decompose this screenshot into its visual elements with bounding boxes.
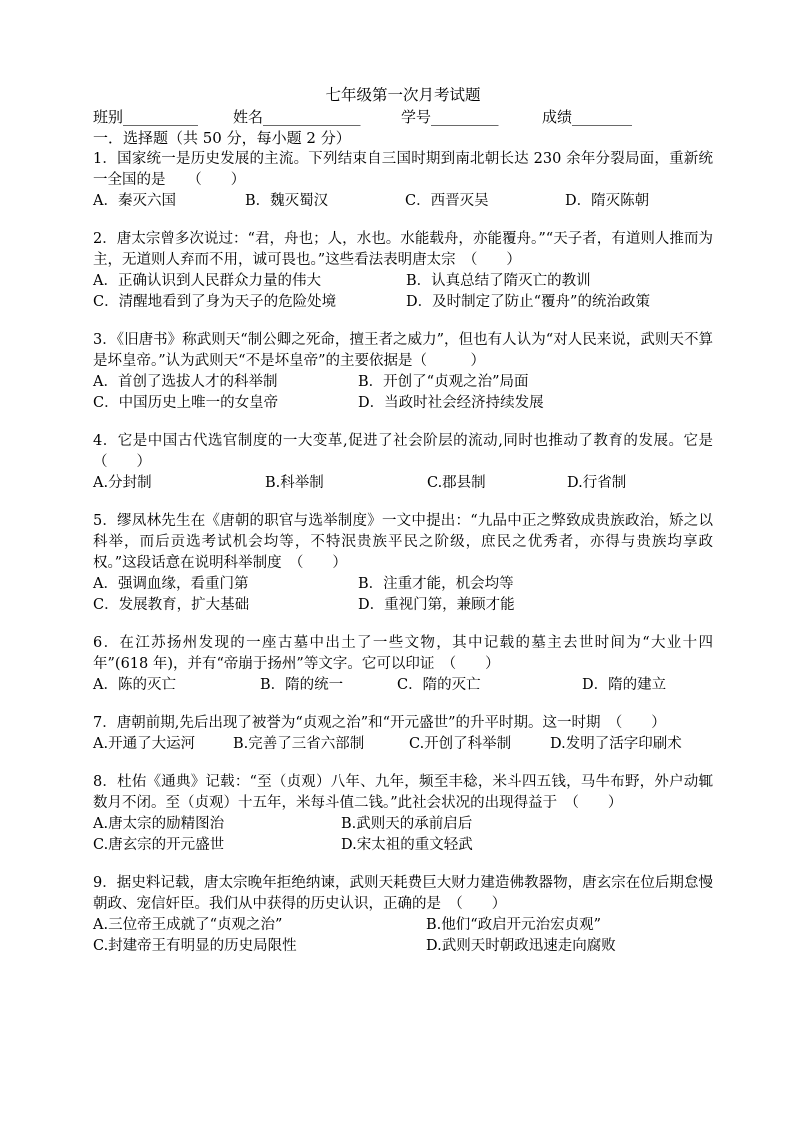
option-d[interactable]: D．及时制定了防止“覆舟”的统治政策 xyxy=(406,294,650,310)
exam-title: 七年级第一次月考试题 xyxy=(325,86,481,104)
question-options-row-2 xyxy=(93,393,713,414)
option-d[interactable]: D．隋的建立 xyxy=(582,677,667,693)
question-stem: 9．据史料记载，唐太宗晚年拒绝纳谏，武则天耗费巨大财力建造佛教器物，唐玄宗在位后期怠慢朝政、宠信奸臣。我们从中获得的历史认识，正确的是 （ ） xyxy=(93,875,713,912)
question-options-row-1 xyxy=(93,574,713,595)
option-d[interactable]: D.宋太祖的重文轻武 xyxy=(341,837,473,853)
question-4 xyxy=(93,431,728,494)
question-stem: 1．国家统一是历史发展的主流。下列结束自三国时期到南北朝长达 230 余年分裂局面，重新统一全国的是 （ ） xyxy=(93,151,713,188)
question-options-row-1 xyxy=(93,372,713,393)
question-3 xyxy=(93,330,713,414)
option-a[interactable]: A.开通了大运河 xyxy=(93,736,196,752)
option-d[interactable]: D.武则天时朝政迅速走向腐败 xyxy=(426,938,616,954)
option-a[interactable]: A.三位帝王成就了“贞观之治” xyxy=(93,917,283,933)
option-a[interactable]: A．正确认识到人民群众力量的伟大 xyxy=(93,273,321,289)
number-field[interactable]: 学号_________ xyxy=(401,108,499,126)
question-stem: 4．它是中国古代选官制度的一大变革,促进了社会阶层的流动,同时也推动了教育的发展。它是 （ ） xyxy=(93,433,728,470)
question-options-row-2 xyxy=(93,292,713,313)
option-b[interactable]: B.完善了三省六部制 xyxy=(233,736,365,752)
option-c[interactable]: C.郡县制 xyxy=(427,475,486,491)
question-stem: 3．《旧唐书》称武则天“制公卿之死命，擅王者之威力”，但也有人认为“对人民来说，武则天不算是坏皇帝。”认为武则天“不是坏皇帝”的主要依据是（ ） xyxy=(93,332,713,369)
option-a[interactable]: A.分封制 xyxy=(93,475,152,491)
question-stem: 6．在江苏扬州发现的一座古墓中出土了一些文物，其中记载的墓主去世时间为“大业十四年”(618 年)，并有“帝崩于扬州”等文字。它可以印证 （ ） xyxy=(93,635,713,672)
question-stem: 2．唐太宗曾多次说过：“君，舟也；人，水也。水能载舟，亦能覆舟。”“天子者，有道则人推而为主，无道则人弃而不用，诚可畏也。”这些看法表明唐太宗 （ ） xyxy=(93,231,713,268)
question-8 xyxy=(93,772,713,856)
class-field[interactable]: 班别__________ xyxy=(93,108,199,126)
option-d[interactable]: D.发明了活字印刷术 xyxy=(550,736,682,752)
question-stem: 8．杜佑《通典》记载：“至（贞观）八年、九年，频至丰稔，米斗四五钱，马牛布野，外户动辄数月不闭。至（贞观）十五年，米每斗值二钱。”此社会状况的出现得益于 （ ） xyxy=(93,774,713,811)
option-b[interactable]: B.他们“政启开元治宏贞观” xyxy=(426,917,602,933)
question-options-row-1 xyxy=(93,915,713,936)
section-heading: 一．选择题（共 50 分，每小题 2 分） xyxy=(93,129,351,147)
question-7 xyxy=(93,713,713,755)
option-b[interactable]: B．隋的统一 xyxy=(260,677,344,693)
option-c[interactable]: C．清醒地看到了身为天子的危险处境 xyxy=(93,294,337,310)
option-c[interactable]: C．隋的灭亡 xyxy=(397,677,481,693)
option-b[interactable]: B．认真总结了隋灭亡的教训 xyxy=(406,273,591,289)
score-field[interactable]: 成绩________ xyxy=(542,108,633,126)
question-options-row-2 xyxy=(93,835,713,856)
option-c[interactable]: C.封建帝王有明显的历史局限性 xyxy=(93,938,297,954)
option-d[interactable]: D.行省制 xyxy=(567,475,627,491)
option-a[interactable]: A.唐太宗的励精图治 xyxy=(93,816,225,832)
question-5 xyxy=(93,511,713,616)
question-2 xyxy=(93,229,713,313)
question-1 xyxy=(93,149,713,212)
option-d[interactable]: D．隋灭陈朝 xyxy=(565,193,650,209)
question-stem: 5．缪凤林先生在《唐朝的职官与选举制度》一文中提出：“九品中正之弊致成贵族政治，矫之以科举，而后贡选考试机会均等，不特泯贵族平民之阶级，庶民之优秀者，亦得与贵族均享政权。”这段话意在说明科举制度 （ ） xyxy=(93,513,713,571)
question-options xyxy=(93,734,713,755)
question-9 xyxy=(93,873,713,957)
option-b[interactable]: B.武则天的承前启后 xyxy=(341,816,473,832)
question-options xyxy=(93,675,713,696)
question-options xyxy=(93,191,713,212)
option-c[interactable]: C．中国历史上唯一的女皇帝 xyxy=(93,395,279,411)
question-6 xyxy=(93,633,713,696)
question-options-row-1 xyxy=(93,814,713,835)
question-options-row-2 xyxy=(93,595,713,616)
option-c[interactable]: C.唐玄宗的开元盛世 xyxy=(93,837,225,853)
option-a[interactable]: A．首创了选拔人才的科举制 xyxy=(93,374,278,390)
option-c[interactable]: C．西晋灭吴 xyxy=(405,193,489,209)
option-b[interactable]: B．注重才能，机会均等 xyxy=(358,576,514,592)
option-b[interactable]: B.科举制 xyxy=(265,475,324,491)
question-stem: 7．唐朝前期,先后出现了被誉为“贞观之治”和“开元盛世”的升平时期。这一时期 （ ） xyxy=(93,715,666,731)
option-d[interactable]: D．当政时社会经济持续发展 xyxy=(358,395,544,411)
name-field[interactable]: 姓名_____________ xyxy=(233,108,361,126)
student-info-row xyxy=(93,106,713,128)
option-c[interactable]: C．发展教育，扩大基础 xyxy=(93,597,250,613)
question-options xyxy=(93,473,713,494)
exam-page xyxy=(93,84,728,957)
option-a[interactable]: A．秦灭六国 xyxy=(93,193,176,209)
question-options-row-1 xyxy=(93,271,713,292)
option-b[interactable]: B．开创了“贞观之治”局面 xyxy=(358,374,529,390)
question-options-row-2 xyxy=(93,936,713,957)
option-d[interactable]: D．重视门第，兼顾才能 xyxy=(358,597,515,613)
option-a[interactable]: A．强调血缘，看重门第 xyxy=(93,576,249,592)
option-b[interactable]: B．魏灭蜀汉 xyxy=(245,193,329,209)
option-c[interactable]: C.开创了科举制 xyxy=(409,736,512,752)
option-a[interactable]: A．陈的灭亡 xyxy=(93,677,176,693)
